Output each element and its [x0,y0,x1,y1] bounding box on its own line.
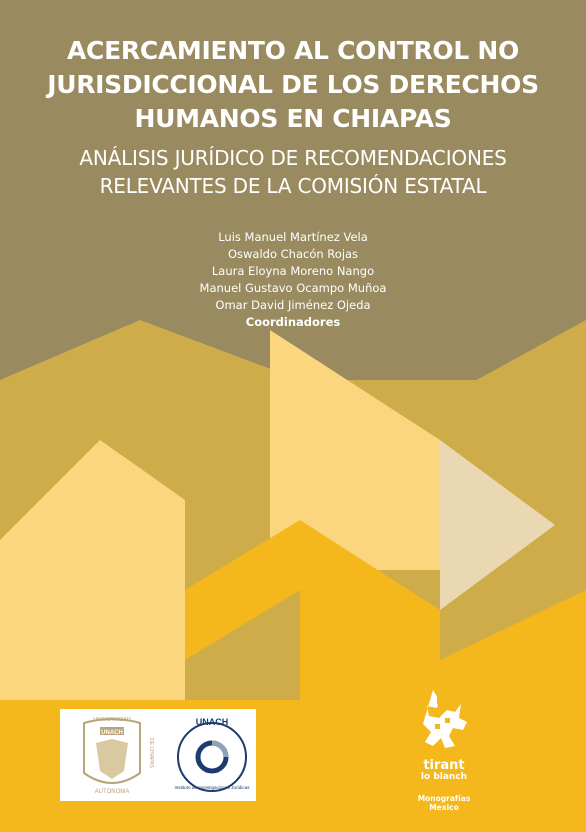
book-subtitle [0,144,586,200]
authors-list [0,229,586,331]
institute-acronym: UNACH [195,717,229,727]
seal-right-text: DE CHIAPAS [148,738,154,768]
institute-ring-text: Instituto de Investigaciones Jurídicas [174,785,250,790]
publisher-subname: lo blanch [420,772,468,782]
knight-horse-icon [409,684,479,754]
title-line: JURISDICCIONAL DE LOS DERECHOS [47,70,539,99]
series-line: Monografías [417,794,471,803]
series-label [404,794,484,812]
subtitle-line: RELEVANTES DE LA COMISIÓN ESTATAL [99,174,487,198]
author-name: Oswaldo Chacón Rojas [227,247,359,261]
author-name: Laura Eloyna Moreno Nango [211,264,375,278]
university-logos [60,709,256,801]
seal-top-text: UNIVERSIDAD [93,717,131,723]
institute-logo-icon [170,713,254,797]
authors-role: Coordinadores [245,315,341,329]
title-line: HUMANOS EN CHIAPAS [134,104,452,133]
seal-left-text: AUTONOMA [94,789,130,795]
series-line: Mexico [429,803,459,812]
author-name: Luis Manuel Martínez Vela [218,230,368,244]
book-title [0,34,586,136]
publisher-name: tirant [423,758,465,773]
university-seal-icon [66,713,158,797]
subtitle-line: ANÁLISIS JURÍDICO DE RECOMENDACIONES [79,146,507,170]
title-line: ACERCAMIENTO AL CONTROL NO [67,36,519,65]
publisher-logo [404,684,484,812]
author-name: Manuel Gustavo Ocampo Muñoa [199,281,387,295]
seal-badge-text: UNACH [101,730,123,736]
author-name: Omar David Jiménez Ojeda [215,298,371,312]
